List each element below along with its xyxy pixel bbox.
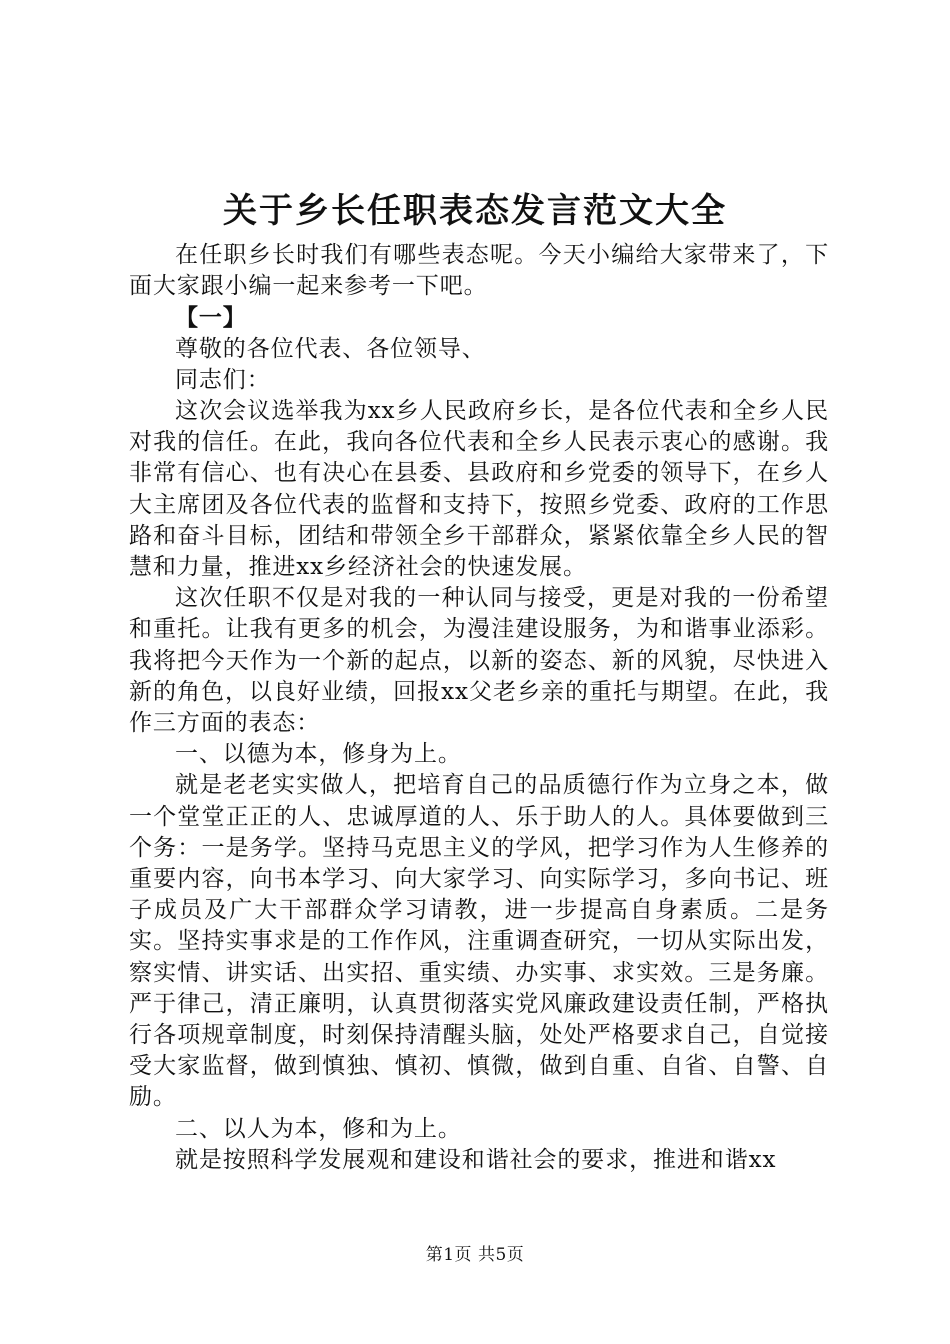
body-paragraph: 就是按照科学发展观和建设和谐社会的要求，推进和谐xx (175, 1146, 777, 1173)
document-title: 关于乡长任职表态发言范文大全 (223, 191, 727, 231)
subheading: 二、以人为本，修和为上。 (175, 1115, 462, 1142)
page-number-footer: 第1页 共5页 (425, 1245, 525, 1265)
subheading: 一、以德为本，修身为上。 (175, 741, 462, 768)
document-body (129, 240, 829, 1176)
salutation-line: 同志们： (175, 366, 271, 393)
body-paragraph: 这次任职不仅是对我的一种认同与接受，更是对我的一份希望和重托。让我有更多的机会，为漫洼建设服务，为和谐事业添彩。我将把今天作为一个新的起点，以新的姿态、新的风貌，尽快进入新的角色，以良好业绩，回报xx父老乡亲的重托与期望。在此，我作三方面的表态： (129, 585, 829, 737)
salutation-line: 尊敬的各位代表、各位领导、 (175, 335, 486, 362)
section-marker: 【一】 (175, 304, 247, 332)
intro-paragraph: 在任职乡长时我们有哪些表态呢。今天小编给大家带来了，下面大家跟小编一起来参考一下吧。 (129, 242, 829, 300)
body-paragraph: 这次会议选举我为xx乡人民政府乡长，是各位代表和全乡人民对我的信任。在此，我向各位代表和全乡人民表示衷心的感谢。我非常有信心、也有决心在县委、县政府和乡党委的领导下，在乡人大主席团及各位代表的监督和支持下，按照乡党委、政府的工作思路和奋斗目标，团结和带领全乡干部群众，紧紧依靠全乡人民的智慧和力量，推进xx乡经济社会的快速发展。 (129, 398, 829, 581)
body-paragraph: 就是老老实实做人，把培育自己的品质德行作为立身之本，做一个堂堂正正的人、忠诚厚道的人、乐于助人的人。具体要做到三个务：一是务学。坚持马克思主义的学风，把学习作为人生修养的重要内容，向书本学习、向大家学习、向实际学习，多向书记、班子成员及广大干部群众学习请教，进一步提高自身素质。二是务实。坚持实事求是的工作作风，注重调查研究，一切从实际出发，察实情、讲实话、出实招、重实绩、办实事、求实效。三是务廉。严于律己，清正廉明，认真贯彻落实党风廉政建设责任制，严格执行各项规章制度，时刻保持清醒头脑，处处严格要求自己，自觉接受大家监督，做到慎独、慎初、慎微，做到自重、自省、自警、自励。 (129, 772, 829, 1111)
